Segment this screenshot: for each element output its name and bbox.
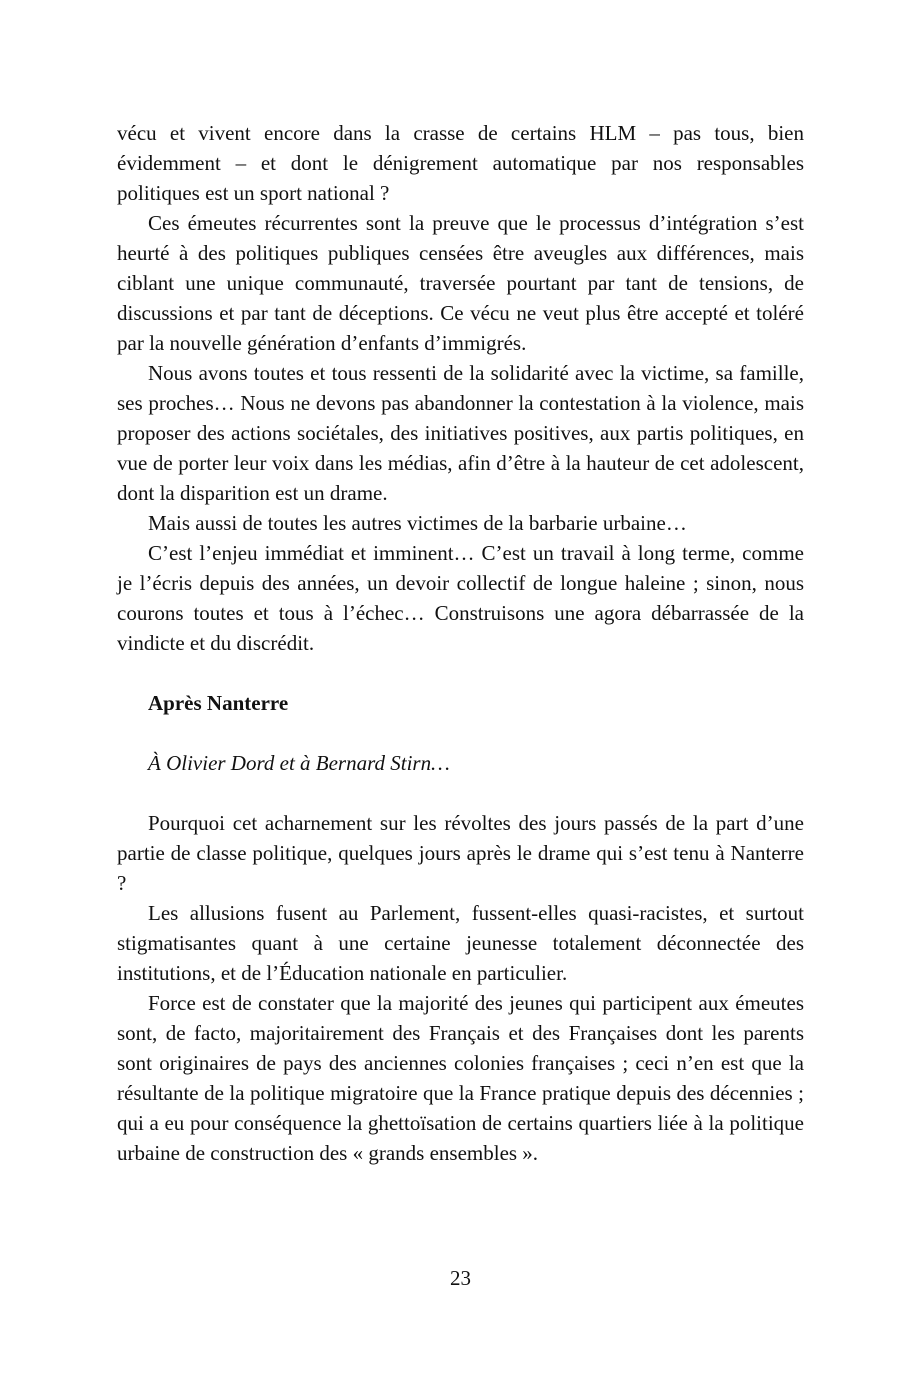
page-body <box>117 118 804 1168</box>
page-number: 23 <box>450 1266 471 1290</box>
paragraph-solidarity: Nous avons toutes et tous ressenti de la solidarité avec la victime, sa famille, ses proches… Nous ne devons pas abandonner la contestation à la violence, mais proposer des actions sociétales, des initiatives positives, aux partis politiques, en vue de porter leur voix dans les médias, afin d’être à la hauteur de cet adolescent, dont la disparition est un drame. <box>117 361 804 505</box>
paragraph-continuation: vécu et vivent encore dans la crasse de certains HLM – pas tous, bien évidemment – et dont le dénigrement automatique par nos responsables politiques est un sport national ? <box>117 121 804 205</box>
paragraph-integration: Ces émeutes récurrentes sont la preuve que le processus d’intégration s’est heurté à des politiques publiques censées être aveugles aux différences, mais ciblant une unique communauté, traversée pourtant par tant de tensions, de discussions et par tant de déceptions. Ce vécu ne veut plus être accepté et toléré par la nouvelle génération d’enfants d’immigrés. <box>117 211 804 355</box>
section-title: Après Nanterre <box>148 691 289 715</box>
paragraph-constat: Force est de constater que la majorité des jeunes qui participent aux émeutes sont, de facto, majoritairement des Français et des Françaises dont les parents sont originaires de pays des anciennes colonies françaises ; ceci n’en est que la résultante de la politique migratoire que la France pratique depuis des décennies ; qui a eu pour conséquence la ghettoïsation de certains quartiers liée à la politique urbaine de construction des « grands ensembles ». <box>117 991 804 1165</box>
paragraph-agora: C’est l’enjeu immédiat et imminent… C’est un travail à long terme, comme je l’écris depuis des années, un devoir collectif de longue haleine ; sinon, nous courons toutes et tous à l’échec… Construisons une agora débarrassée de la vindicte et du discrédit. <box>117 541 804 655</box>
paragraph-victims: Mais aussi de toutes les autres victimes de la barbarie urbaine… <box>148 511 687 535</box>
dedication: À Olivier Dord et à Bernard Stirn… <box>148 751 450 775</box>
paragraph-acharnement: Pourquoi cet acharnement sur les révoltes des jours passés de la part d’une partie de classe politique, quelques jours après le drame qui s’est tenu à Nanterre ? <box>117 811 804 895</box>
paragraph-allusions: Les allusions fusent au Parlement, fussent-elles quasi-racistes, et surtout stigmatisantes quant à une certaine jeunesse totalement déconnectée des institutions, et de l’Éducation nationale en particulier. <box>117 901 804 985</box>
